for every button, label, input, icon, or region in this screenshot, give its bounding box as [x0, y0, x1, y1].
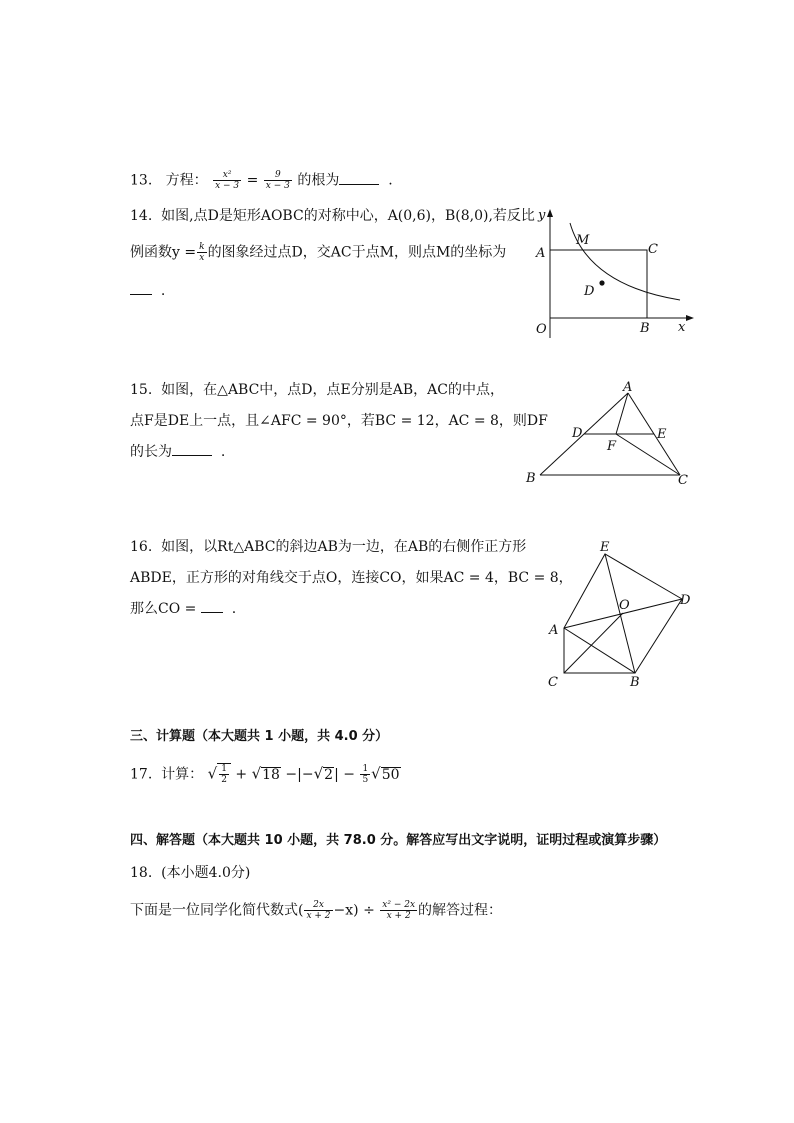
label-E: E	[657, 427, 667, 442]
question-number: 15.	[130, 382, 153, 398]
label-x: x	[678, 320, 686, 335]
figure-q14-graph	[530, 205, 700, 345]
figure-q16-square	[540, 535, 700, 695]
label-C: C	[678, 473, 688, 488]
question-14-line-1: 14. 如图,点D是矩形AOBC的对称中心，A(0,6)，B(8,0),若反比	[130, 208, 535, 224]
question-13: 13. 方程： $\frac{\text{x²}}{x - 3}$ = $\frac{9}{x - 3}$ 的根为 .	[130, 170, 393, 191]
section-4-heading: 四、解答题（本大题共 10 小题，共 78.0 分。解答应写出文字说明，证明过程或演算步骤）	[130, 833, 667, 848]
label-D: D	[572, 426, 583, 441]
section-3-heading: 三、计算题（本大题共 1 小题，共 4.0 分）	[130, 729, 389, 744]
question-18-header: 18. (本小题4.0分)	[130, 865, 251, 881]
question-16-line-3: 那么CO = .	[130, 601, 237, 617]
label-C: C	[548, 675, 558, 690]
fraction: $\frac{9}{x - 3}$	[265, 170, 290, 191]
fraction: $\frac{k}{x}$	[199, 242, 205, 263]
figure-q15-triangle	[520, 380, 700, 490]
question-number: 17.	[130, 766, 153, 783]
label-E: E	[600, 540, 610, 555]
question-17: 17. 计算： √ $\frac{1}{2}$ + √18 −|−√2| − $\frac{1}{5}$ √50	[130, 764, 400, 785]
answer-blank	[130, 281, 152, 295]
label-O: O	[619, 598, 630, 613]
fraction: $\frac{\text{x²}}{x - 3}$	[215, 170, 240, 191]
label-D: D	[584, 284, 595, 299]
label-B: B	[630, 675, 640, 690]
question-16-line-2: ABDE，正方形的对角线交于点O，连接CO，如果AC = 4，BC = 8，	[130, 570, 573, 586]
question-number: 16.	[130, 539, 153, 555]
label-C: C	[648, 242, 658, 257]
question-15-line-2: 点F是DE上一点，且∠AFC = 90°，若BC = 12，AC = 8，则DF	[130, 413, 548, 429]
label-A: A	[536, 246, 546, 261]
question-14-line-2: 例函数y = $\frac{k}{x}$ 的图象经过点D，交AC于点M，则点M的坐标为	[130, 242, 507, 263]
label-A: A	[549, 623, 559, 638]
label-B: B	[526, 471, 536, 486]
label-F: F	[607, 439, 617, 454]
question-16-line-1: 16. 如图，以Rt△ABC的斜边AB为一边，在AB的右侧作正方形	[130, 539, 527, 555]
answer-blank	[339, 171, 379, 185]
question-15-line-1: 15. 如图，在△ABC中，点D，点E分别是AB，AC的中点，	[130, 382, 504, 398]
answer-blank	[201, 599, 223, 613]
question-number: 18.	[130, 865, 153, 881]
label-B: B	[640, 321, 650, 336]
fraction: $\frac{2x}{x + 2}$	[306, 900, 331, 921]
label-M: M	[576, 233, 590, 248]
label-D: D	[680, 593, 691, 608]
question-18-text: 下面是一位同学化简代数式( $\frac{2x}{x + 2}$ −x) ÷ $\frac{\text{x² − 2x}}{x + 2}$ 的解答过程：	[130, 900, 503, 921]
label-A: A	[623, 380, 633, 395]
label-y: y	[538, 208, 546, 223]
label-O: O	[536, 322, 547, 337]
answer-blank	[172, 442, 212, 456]
question-number: 13.	[130, 172, 153, 189]
question-15-line-3: 的长为 .	[130, 444, 226, 460]
question-14-line-3: .	[130, 281, 165, 301]
question-number: 14.	[130, 208, 153, 224]
fraction: $\frac{\text{x² − 2x}}{x + 2}$	[382, 900, 416, 921]
